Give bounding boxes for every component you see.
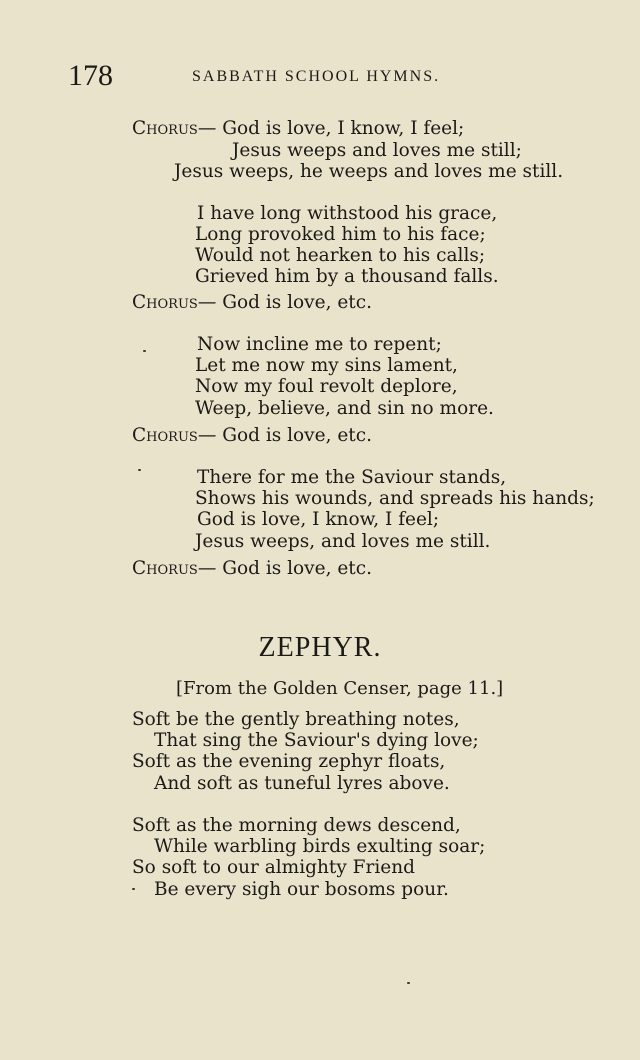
verse-line: Shows his wounds, and spreads his hands; — [195, 488, 595, 509]
chorus-line — [132, 558, 372, 580]
verse-line: Would not hearken to his calls; — [195, 245, 486, 266]
verse-line: Be every sigh our bosoms pour. — [154, 879, 449, 900]
verse-line: While warbling birds exulting soar; — [154, 836, 486, 857]
verse-line: There for me the Saviour stands, — [197, 467, 507, 488]
chorus-label: Chorus — [132, 558, 198, 579]
ink-speck — [132, 888, 135, 890]
chorus-line: Jesus weeps, he weeps and loves me still. — [174, 161, 564, 182]
chorus-text: — God is love, etc. — [197, 558, 372, 579]
verse-line: Now incline me to repent; — [197, 334, 442, 355]
chorus-label: Chorus — [132, 118, 198, 139]
source-note: [From the Golden Censer, page 11.] — [176, 678, 504, 699]
verse-line: Soft as the evening zephyr floats, — [132, 751, 446, 772]
chorus-line — [132, 118, 464, 140]
chorus-text: — God is love, I know, I feel; — [197, 118, 465, 139]
chorus-text: — God is love, etc. — [197, 292, 372, 313]
chorus-line — [132, 425, 372, 447]
verse-line: So soft to our almighty Friend — [132, 857, 415, 878]
chorus-label: Chorus — [132, 292, 198, 313]
chorus-label: Chorus — [132, 425, 198, 446]
verse-line: Long provoked him to his face; — [195, 224, 486, 245]
ink-speck — [143, 350, 146, 352]
chorus-text: — God is love, etc. — [197, 425, 372, 446]
chorus-line — [132, 292, 372, 314]
ink-speck — [407, 982, 410, 984]
running-title: SABBATH SCHOOL HYMNS. — [192, 68, 441, 85]
chorus-line: Jesus weeps and loves me still; — [232, 140, 522, 161]
ink-speck — [138, 469, 141, 471]
verse-line: Grieved him by a thousand falls. — [195, 266, 499, 287]
verse-line: God is love, I know, I feel; — [197, 509, 440, 530]
verse-line: Soft be the gently breathing notes, — [132, 709, 460, 730]
verse-line: I have long withstood his grace, — [197, 203, 498, 224]
page-number: 178 — [68, 59, 113, 92]
verse-line: Now my foul revolt deplore, — [195, 376, 458, 397]
verse-line: Let me now my sins lament, — [195, 355, 458, 376]
verse-line: Jesus weeps, and loves me still. — [195, 531, 491, 552]
verse-line: That sing the Saviour's dying love; — [154, 730, 479, 751]
verse-line: Soft as the morning dews descend, — [132, 815, 461, 836]
hymn-title: ZEPHYR. — [258, 632, 382, 663]
verse-line: Weep, believe, and sin no more. — [195, 398, 494, 419]
verse-line: And soft as tuneful lyres above. — [154, 773, 450, 794]
